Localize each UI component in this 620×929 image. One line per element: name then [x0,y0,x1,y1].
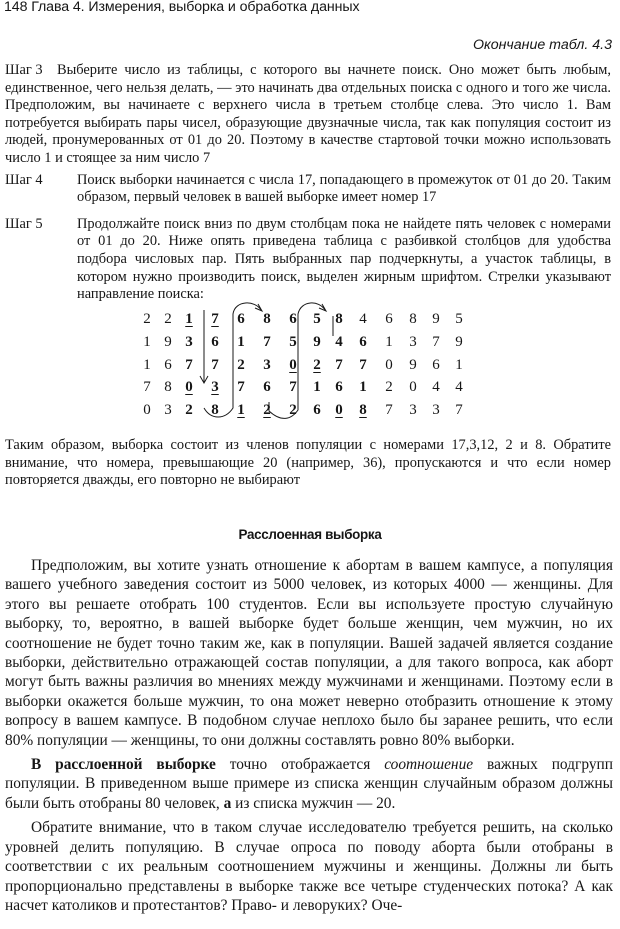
step-row-5 [5,216,611,304]
digit-cell: 4 [455,379,463,396]
digit-cell-searched: 6 [289,311,297,327]
digit-cell-searched: 6 [237,311,245,327]
digit-cell-selected: 1 [185,311,193,327]
digit-cell-searched: 6 [211,333,219,350]
digit-cell: 2 [143,311,151,327]
digit-cell: 4 [359,311,367,327]
paragraph: Предположим, вы хотите узнать отношение к абортам в вашем кампусе, а популяция вашего учебного заведения состоит из 5000 человек, из которых 4000 — женщины. Для этого вы решаете отобрать 100 студентов. Если вы используете простую случайную выборку, то, вероятно, в вашей выборке будет больше женщин, чем мужчин, но их соотношение не будет точно таким же, как в популяции. Вашей задачей является создание выборки, действительно отражающей состав популяции, а для такого вопроса, как аборт могут быть важны различия во мнениях между мужчинами и женщинами. Поэтому если в выборки окажется больше мужчин, то она может неверно отобразить отношение к этому вопросу в вашем кампусе. В подобном случае неплохо было бы заранее решить, что если 80% популяции — женщины, то они должны составлять ровно 80% выборки. [5,557,613,749]
digit-cell-searched: 3 [263,356,271,373]
digit-cell-searched: 7 [335,356,343,373]
digit-cell-searched: 7 [289,379,297,396]
digit-cell-selected: 8 [359,402,367,419]
step-row-4 [5,172,611,207]
digit-cell: 4 [432,379,440,396]
digit-cell: 0 [409,379,417,396]
digit-cell: 9 [455,333,463,350]
digit-cell-selected: 0 [335,402,343,419]
text-run: важных подгрупп популяции. В приведенном выше примере из списка женщин случайным образом должны были быть отобраны 80 человек, [5,756,613,812]
step-row-3 [5,62,611,168]
digit-cell-searched: 2 [185,402,193,419]
digit-cell-selected: 7 [211,311,219,327]
digit-cell-searched: 6 [335,379,343,396]
digit-cell: 2 [164,311,172,327]
bold-conjunction: а [223,794,232,812]
step-text: Выберите число из таблицы, с которого вы начнете поиск. Оно может быть любым, единственное, чего нельзя делать, — это начинать два отдельных поиска с одного и того же числа. Предположим, вы начинаете с верхнего числа в третьем столбце слева. Это число 1. Вам потребуется выбирать пары чисел, образующие двузначные числа, так как популяция состоит из людей, пронумерованных от 01 до 20. Поэтому в качестве стартовой точки можно использовать число 1 и стоящее за ним число 7 [5,62,611,166]
digit-cell-selected: 0 [185,379,193,396]
digit-cell: 9 [164,333,172,350]
step-text: Продолжайте поиск вниз по двум столбцам пока не найдете пять человек с номерами от 01 до 20. Ниже опять приведена таблица с разбивкой столбцов для удобства подбора числовых пар. Пять выбранных пар подчеркнуты, а участок таблицы, в котором нужно производить поиск, выделен жирным шрифтом. Стрелки указывают направление поиска: [77,215,611,303]
digit-cell-searched: 2 [237,356,245,373]
digit-cell-searched: 6 [359,333,367,350]
digit-cell: 6 [432,356,440,373]
running-head: 148 Глава 4. Измерения, выборка и обработка данных [4,0,360,15]
digit-cell-selected: 3 [211,379,219,396]
digit-cell: 9 [409,356,417,373]
digit-cell-searched: 4 [335,333,343,350]
digit-cell-searched: 1 [313,379,321,396]
digit-cell: 7 [432,333,440,350]
digit-cell: 1 [143,333,151,350]
digit-cell-selected: 2 [313,356,321,373]
paragraph-definition [5,755,613,813]
digit-cell-searched: 8 [335,311,343,327]
digit-cell-searched: 6 [313,402,321,419]
digit-cell-selected: 1 [237,402,245,419]
steps-table [5,62,611,304]
digit-cell-searched: 7 [185,356,193,373]
digit-cell-searched: 5 [313,311,321,327]
table-continuation-label: Окончание табл. 4.3 [472,37,612,53]
digit-cell-selected: 2 [263,402,271,419]
digit-cell: 7 [455,402,463,419]
digit-cell: 3 [409,402,417,419]
digit-cell-searched: 8 [263,311,271,327]
step-label: Шаг 5 [5,215,43,232]
text-run: из списка мужчин — 20. [231,794,396,812]
digit-cell-searched: 9 [313,333,321,350]
step-text: Поиск выборки начинается с числа 17, попадающего в промежуток от 01 до 20. Таким образом, первый человек в вашей выборке имеет номер 17 [77,171,611,206]
digit-cell: 6 [164,356,172,373]
digit-cell: 2 [385,379,393,396]
text-run: точно отображается [215,756,385,774]
digit-cell-searched: 7 [237,379,245,396]
digit-cell-searched: 7 [359,356,367,373]
digit-cell: 8 [164,379,172,396]
digit-cell: 3 [432,402,440,419]
digit-cell: 7 [385,402,393,419]
digit-cell: 8 [409,311,417,327]
digit-cell-searched: 5 [289,333,297,350]
digit-cell: 1 [455,356,463,373]
section-heading: Расслоенная выборка [238,527,382,542]
italic-term: соотношение [384,756,474,774]
digit-cell-selected: 0 [289,356,297,373]
digit-cell-searched: 6 [263,379,271,396]
digit-cell: 1 [385,333,393,350]
digit-cell: 6 [385,311,393,327]
digit-cell: 3 [164,402,172,419]
digit-cell-searched: 2 [289,402,297,419]
table-summary-note: Таким образом, выборка состоит из членов популяции с номерами 17,3,12, 2 и 8. Обратите внимание, что номера, превышающие 20 (например, 36), пропускаются и что если номер повторяется дважды, его повторно не выбирают [5,437,611,489]
step-label: Шаг 4 [5,171,43,188]
bold-term: В расслоенной выборке [31,756,216,774]
step-label: Шаг 3 [5,62,43,78]
digit-cell-searched: 7 [263,333,271,350]
digit-cell-searched: 7 [211,356,219,373]
digit-cell: 9 [432,311,440,327]
body-text [5,556,613,915]
digit-cell: 3 [409,333,417,350]
digit-cell: 1 [143,356,151,373]
digit-cell-searched: 1 [237,333,245,350]
digit-cell-searched: 8 [211,402,219,419]
digit-cell-searched: 1 [359,379,367,396]
paragraph: Обратите внимание, что в таком случае исследователю требуется решить, на сколько уровней делить популяцию. В случае опроса по поводу аборта были отобраны в соответствии с их реальным соотношением мужчины и женщины. Должны ли быть пропорционально представлены в выборке также все четыре студенческих потока? А как насчет католиков и протестантов? Право- и леворуких? Оче- [5,819,613,914]
digit-cell: 0 [143,402,151,419]
digit-cell: 7 [143,379,151,396]
digit-cell: 0 [385,356,393,373]
digit-cell-searched: 3 [185,333,193,350]
digit-cell: 5 [455,311,463,327]
